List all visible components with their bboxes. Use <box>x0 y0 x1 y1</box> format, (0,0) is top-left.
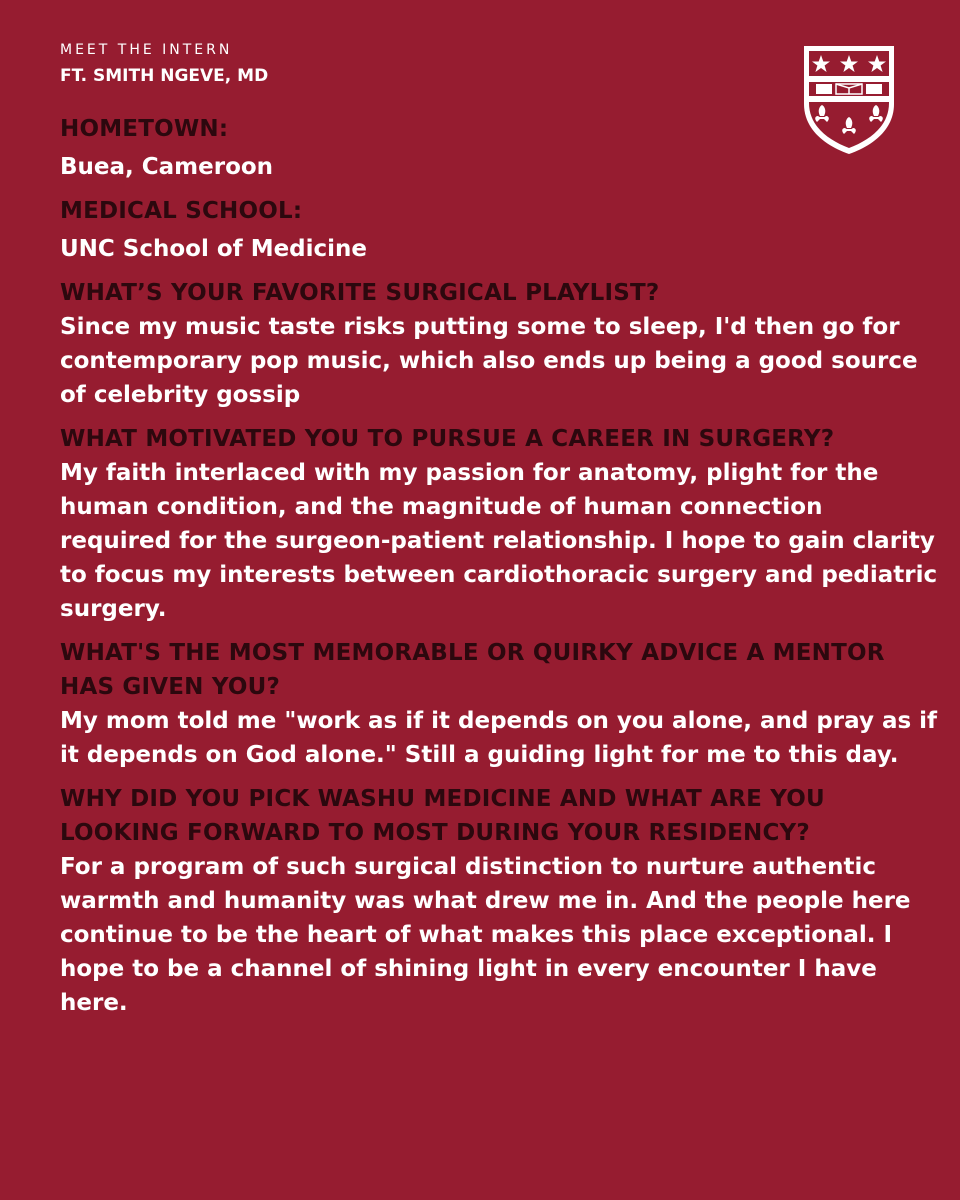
question-motivation: WHAT MOTIVATED YOU TO PURSUE A CAREER IN SURGERY? <box>60 426 835 452</box>
qa-why-washu <box>60 782 940 1020</box>
qa-hometown <box>60 112 940 184</box>
intern-name: FT. SMITH NGEVE, MD <box>60 66 269 86</box>
question-playlist: WHAT’S YOUR FAVORITE SURGICAL PLAYLIST? <box>60 280 660 306</box>
question-medical-school: MEDICAL SCHOOL: <box>60 198 303 224</box>
eyebrow-title: MEET THE INTERN <box>60 42 233 58</box>
qa-playlist <box>60 276 940 412</box>
question-hometown: HOMETOWN: <box>60 116 229 142</box>
answer-advice: My mom told me "work as if it depends on you alone, and pray as if it depends on God alone." Still a guiding light for me to this day. <box>60 708 938 768</box>
answer-motivation: My faith interlaced with my passion for anatomy, plight for the human condition, and the magnitude of human connection required for the surgeon-patient relationship. I hope to gain clarity to focus my interests between cardiothoracic surgery and pediatric surgery. <box>60 460 938 622</box>
answer-why-washu: For a program of such surgical distinction to nurture authentic warmth and humanity was what drew me in. And the people here continue to be the heart of what makes this place exceptional. I hope to be a channel of shining light in every encounter I have here. <box>60 854 911 1016</box>
answer-hometown: Buea, Cameroon <box>60 154 274 180</box>
qa-medical-school <box>60 194 940 266</box>
qa-list <box>60 112 940 1030</box>
header <box>60 40 268 88</box>
qa-advice <box>60 636 940 772</box>
question-advice: WHAT'S THE MOST MEMORABLE OR QUIRKY ADVICE A MENTOR HAS GIVEN YOU? <box>60 640 885 700</box>
question-why-washu: WHY DID YOU PICK WASHU MEDICINE AND WHAT ARE YOU LOOKING FORWARD TO MOST DURING YOUR RESIDENCY? <box>60 786 825 846</box>
qa-motivation <box>60 422 940 626</box>
answer-medical-school: UNC School of Medicine <box>60 236 368 262</box>
answer-playlist: Since my music taste risks putting some to sleep, I'd then go for contemporary pop music, which also ends up being a good source of celebrity gossip <box>60 314 918 408</box>
